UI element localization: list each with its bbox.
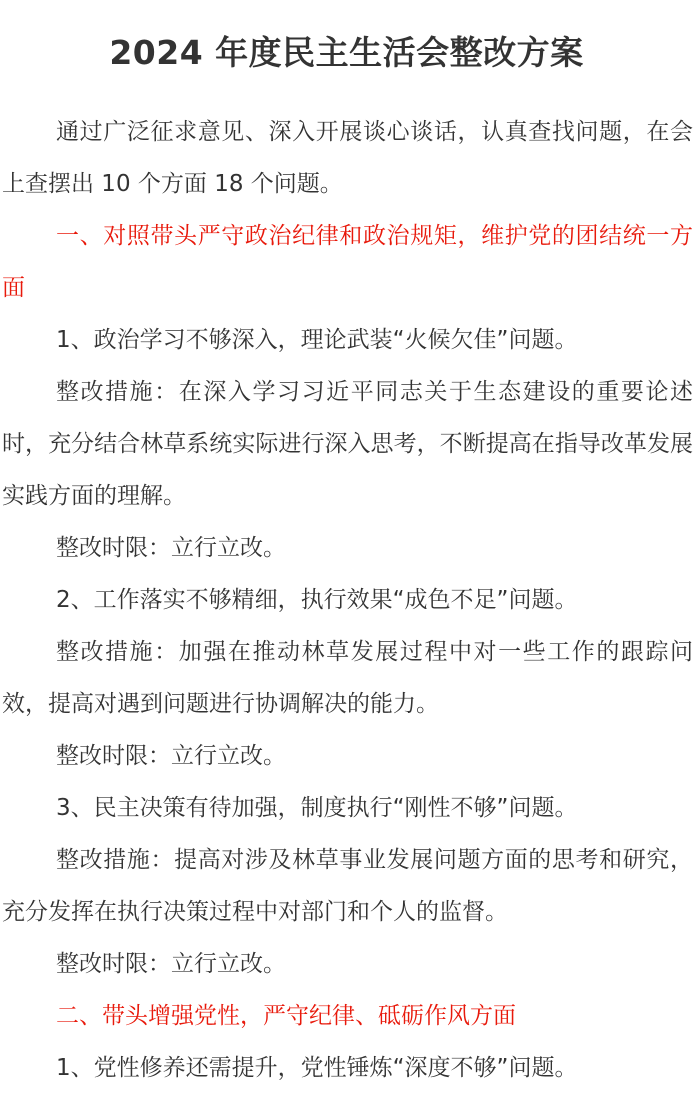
problem-item-4: 1、党性修养还需提升，党性锤炼“深度不够”问题。 xyxy=(56,1055,578,1081)
measure-paragraph-3: 整改措施：提高对涉及林草事业发展问题方面的思考和研究，充分发挥在执行决策过程中对部门和个人的监督。 xyxy=(2,847,693,925)
section-heading-2: 二、带头增强党性，严守纪律、砥砺作风方面 xyxy=(56,1003,516,1029)
problem-item-2: 2、工作落实不够精细，执行效果“成色不足”问题。 xyxy=(56,587,578,613)
section-heading-1: 一、对照带头严守政治纪律和政治规矩，维护党的团结统一方面 xyxy=(2,223,693,301)
deadline-paragraph-3: 整改时限：立行立改。 xyxy=(56,951,286,977)
deadline-paragraph-2: 整改时限：立行立改。 xyxy=(56,743,286,769)
measure-paragraph-1: 整改措施：在深入学习习近平同志关于生态建设的重要论述时，充分结合林草系统实际进行深入思考，不断提高在指导改革发展实践方面的理解。 xyxy=(2,379,693,509)
measure-paragraph-2: 整改措施：加强在推动林草发展过程中对一些工作的跟踪问效，提高对遇到问题进行协调解决的能力。 xyxy=(2,639,693,717)
problem-item-1: 1、政治学习不够深入，理论武装“火候欠佳”问题。 xyxy=(56,327,578,353)
deadline-paragraph-1: 整改时限：立行立改。 xyxy=(56,535,286,561)
problem-item-3: 3、民主决策有待加强，制度执行“刚性不够”问题。 xyxy=(56,795,578,821)
document-body xyxy=(2,106,693,1094)
intro-paragraph: 通过广泛征求意见、深入开展谈心谈话，认真查找问题，在会上查摆出 10 个方面 18 个问题。 xyxy=(2,119,693,197)
document-title: 2024 年度民主生活会整改方案 xyxy=(109,33,584,72)
